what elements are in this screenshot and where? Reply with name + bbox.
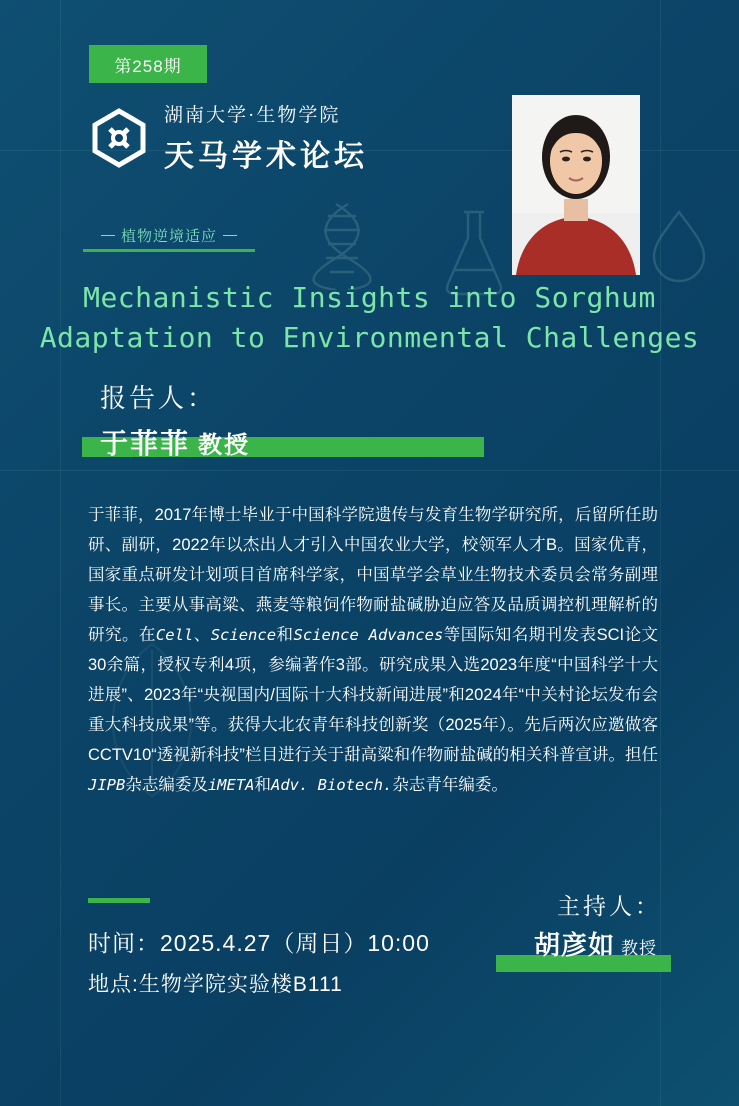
bio-sep-4: 和 (254, 776, 271, 794)
bio-part-2: 等国际知名期刊发表SCI论文30余篇，授权专利4项，参编著作3部。研究成果入选2023年度“中国科学十大进展”、2023年“央视国内/国际十大科技新闻进展”和2024年“中关村论坛发布会重大科技成果”等。获得大北农青年科技创新奖（2025年）。先后两次应邀做客CCTV10“透视新科技”栏目进行关于甜高粱和作物耐盐碱的相关科普宣讲。担任 (88, 626, 659, 764)
bio-journal-science: Science (210, 626, 277, 644)
bio-sep-2: 和 (276, 626, 294, 644)
forum-logo (88, 100, 368, 175)
decor-line (0, 470, 739, 471)
bio-part-3: 杂志青年编委。 (392, 776, 508, 794)
topic-tag-label: 植物逆境适应 (121, 228, 218, 245)
tag-dash-right (223, 235, 237, 236)
speaker-portrait (512, 95, 640, 275)
host-academic-title: 教授 (621, 939, 657, 958)
issue-badge (89, 45, 207, 83)
event-time: 时间：2025.4.27（周日）10:00 (88, 930, 430, 956)
host-name (534, 925, 657, 962)
bottom-divider (88, 898, 150, 903)
logo-title: 天马学术论坛 (164, 140, 368, 173)
host-name-text: 胡彦如 (533, 930, 615, 960)
speaker-name-text: 于菲菲 (100, 428, 191, 459)
speaker-label: 报告人： (100, 383, 217, 413)
page-title (0, 278, 739, 358)
hexagon-logo-icon (88, 107, 150, 169)
bio-sep-1: 、 (193, 626, 211, 644)
host-label: 主持人： (557, 893, 661, 919)
tag-dash-left (101, 235, 115, 236)
title-line-2: Adaptation to Environmental Challenges (39, 321, 700, 354)
bio-sep-3: 杂志编委及 (125, 776, 208, 794)
speaker-academic-title: 教授 (198, 432, 251, 459)
bio-journal-science-advances: Science Advances (293, 626, 444, 644)
bio-journal-jipb: JIPB (88, 776, 126, 794)
topic-tag (83, 222, 255, 252)
title-line-1: Mechanistic Insights into Sorghum (83, 281, 656, 314)
bio-journal-cell: Cell (155, 626, 194, 644)
decor-line (660, 0, 661, 1106)
water-droplet-icon (648, 206, 710, 286)
bio-journal-adv-biotech: Adv. Biotech. (271, 776, 393, 794)
decor-line (60, 0, 61, 1106)
event-place: 地点:生物学院实验楼B111 (88, 973, 343, 996)
dna-helix-icon (312, 200, 372, 290)
bio-journal-imeta: iMETA (207, 776, 255, 794)
logo-subtitle: 湖南大学·生物学院 (164, 105, 341, 126)
speaker-name (100, 422, 250, 462)
issue-badge-label: 第258期 (114, 56, 182, 76)
bio-part-1: 于菲菲，2017年博士毕业于中国科学院遗传与发育生物学研究所，后留所任助研、副研，2022年以杰出人才引入中国农业大学，校领军人才B。国家优青，国家重点研发计划项目首席科学家，中国草学会草业生物技术委员会常务副理事长。主要从事高粱、燕麦等粮饲作物耐盐碱胁迫应答及品质调控机理解析的研究。在 (88, 506, 658, 644)
speaker-bio (88, 500, 658, 800)
